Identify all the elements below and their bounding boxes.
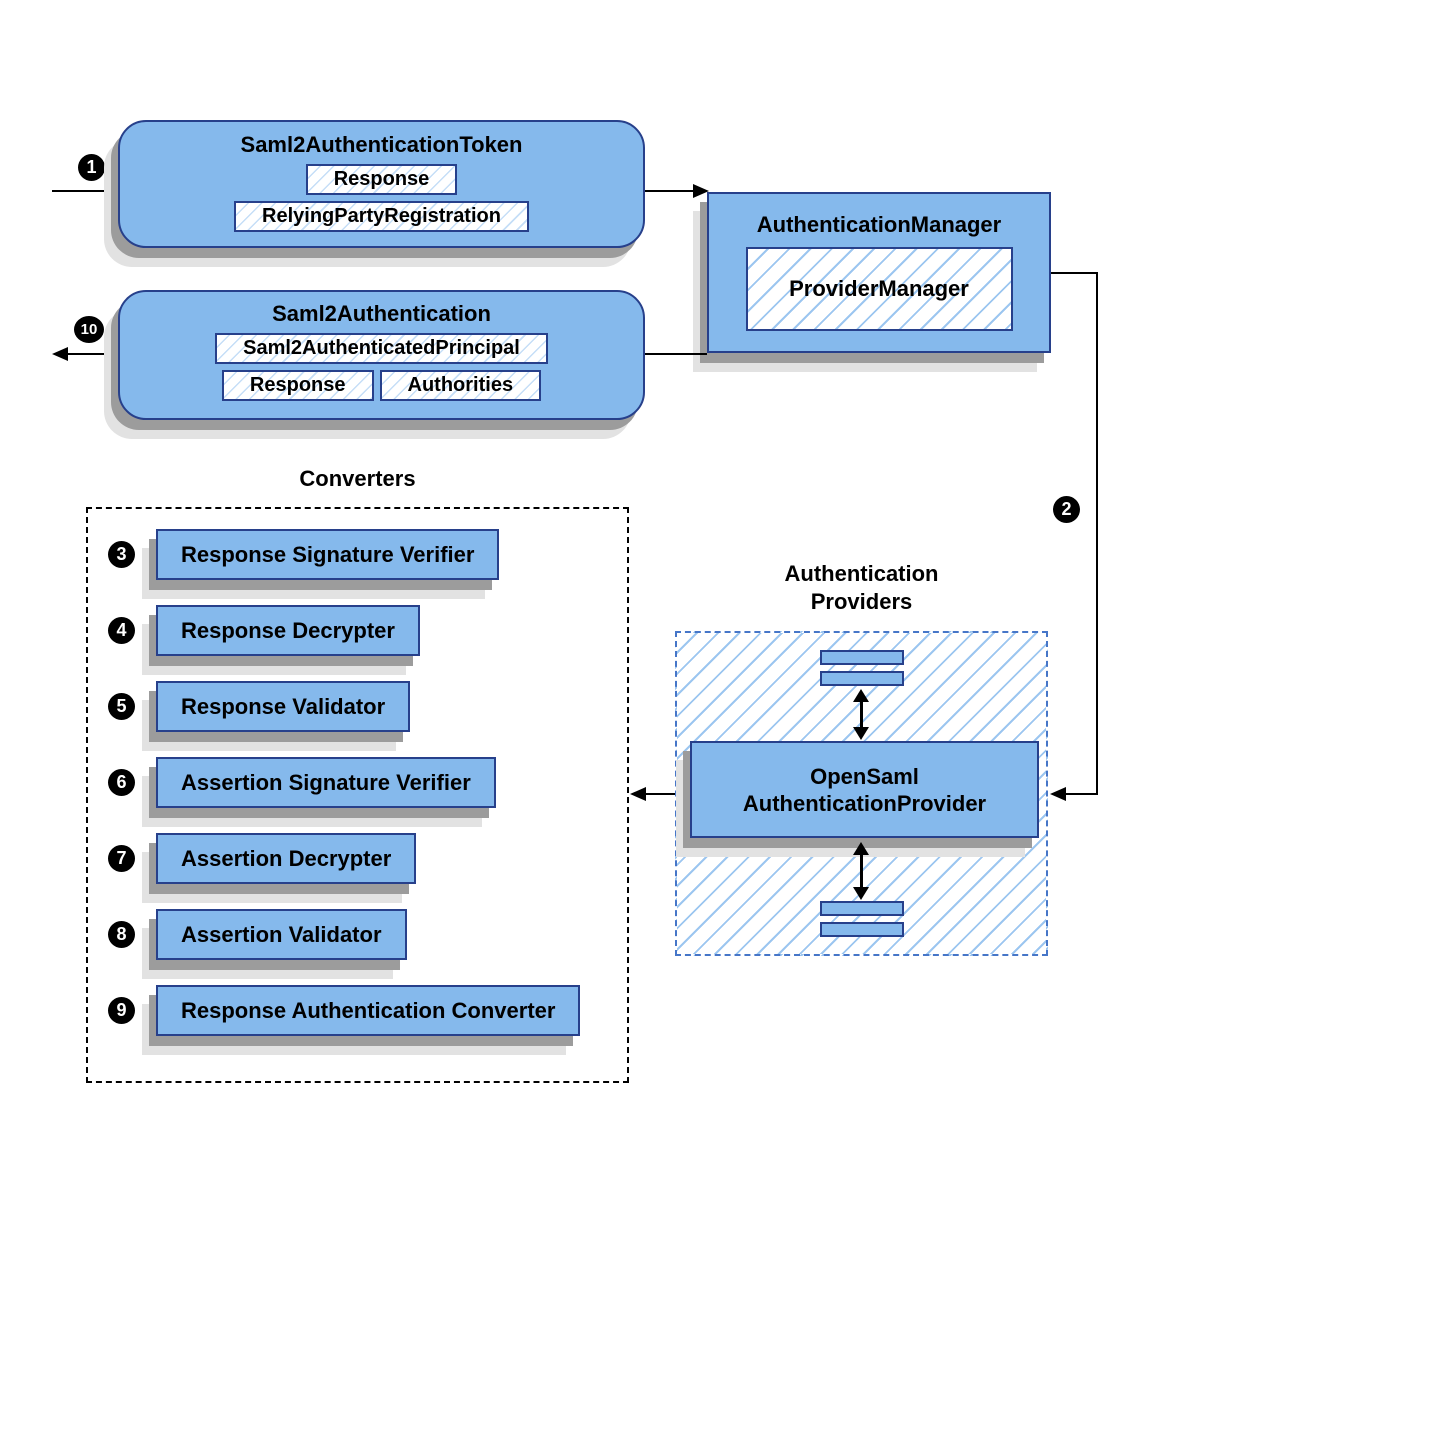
converter-box: Response Validator: [156, 681, 410, 732]
converter-row: [108, 833, 627, 884]
step-1-badge: 1: [78, 154, 105, 181]
connector-token-to-manager: [645, 190, 693, 192]
opensaml-box-line2: AuthenticationProvider: [742, 790, 987, 816]
step-7-badge: 7: [108, 845, 135, 872]
step-4-badge: 4: [108, 617, 135, 644]
step-2-badge: 2: [1053, 496, 1080, 523]
converter-box: Response Authentication Converter: [156, 985, 580, 1036]
authentication-manager-title: AuthenticationManager: [756, 212, 1002, 237]
converters-title: Converters: [299, 466, 416, 491]
converter-box: Assertion Decrypter: [156, 833, 416, 884]
provider-stack-bar: [820, 671, 904, 686]
connector-step2-top: [1051, 272, 1098, 274]
arrowhead-into-converters: [630, 787, 646, 801]
step-5-badge: 5: [108, 693, 135, 720]
authentication-response-field: Response: [222, 370, 374, 401]
converter-row: [108, 605, 627, 656]
authentication-authorities-field: Authorities: [380, 370, 542, 401]
token-relying-party-registration-field: RelyingPartyRegistration: [234, 201, 529, 232]
double-arrow-top: [850, 689, 872, 740]
arrowhead-outgoing: [52, 347, 68, 361]
saml2-authentication-token-box: [118, 120, 645, 248]
opensaml-authentication-provider-box: [690, 741, 1039, 838]
provider-manager-box: ProviderManager: [746, 247, 1013, 331]
provider-stack-bar: [820, 650, 904, 665]
authentication-providers-title: [675, 560, 1048, 616]
provider-stack-bar: [820, 922, 904, 937]
arrowhead-into-providers: [1050, 787, 1066, 801]
saml2-authentication-title: Saml2Authentication: [272, 301, 491, 326]
provider-stack-bar: [820, 901, 904, 916]
converter-box: Response Decrypter: [156, 605, 420, 656]
authentication-providers-title-line1: Authentication: [784, 561, 939, 586]
authenticated-principal-field: Saml2AuthenticatedPrincipal: [215, 333, 548, 364]
converter-row: [108, 909, 627, 960]
authentication-manager-box: [707, 192, 1051, 353]
token-box-title: Saml2AuthenticationToken: [240, 132, 523, 157]
saml2-authentication-box: [118, 290, 645, 420]
connector-step2-bottom: [1066, 793, 1097, 795]
step-9-badge: 9: [108, 997, 135, 1024]
converter-row: [108, 681, 627, 732]
step-3-badge: 3: [108, 541, 135, 568]
converter-row: [108, 529, 627, 580]
connector-outgoing-line: [68, 353, 118, 355]
converter-box: Assertion Signature Verifier: [156, 757, 496, 808]
converter-box: Response Signature Verifier: [156, 529, 499, 580]
converter-box: Assertion Validator: [156, 909, 407, 960]
connector-incoming-line: [52, 190, 118, 192]
token-response-field: Response: [306, 164, 458, 195]
step-10-badge: 10: [74, 316, 104, 343]
step-8-badge: 8: [108, 921, 135, 948]
connector-step2-vertical: [1096, 272, 1098, 795]
step-6-badge: 6: [108, 769, 135, 796]
double-arrow-bottom: [850, 842, 872, 900]
opensaml-box-line1: OpenSaml: [810, 763, 919, 789]
connector-manager-to-authentication: [645, 353, 707, 355]
converter-row: [108, 757, 627, 808]
converter-row: [108, 985, 627, 1036]
authentication-providers-title-line2: Providers: [810, 589, 913, 614]
converters-group-box: [86, 507, 629, 1083]
